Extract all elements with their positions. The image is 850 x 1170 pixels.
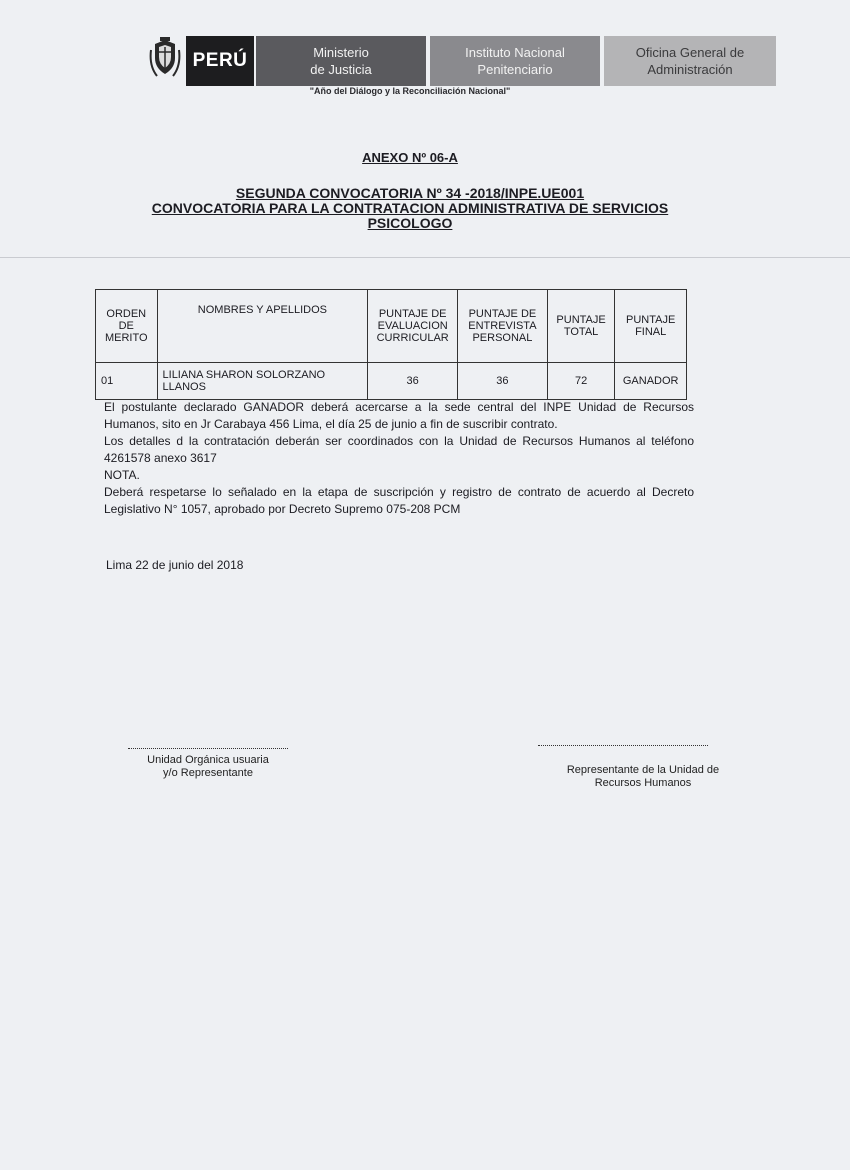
title-line-2: CONVOCATORIA PARA LA CONTRATACION ADMINISTRATIVA DE SERVICIOS	[151, 200, 669, 216]
document-titles	[100, 186, 720, 231]
col-final: PUNTAJE FINAL	[615, 290, 687, 363]
title-line-3: PSICOLOGO	[367, 215, 453, 231]
col-total: PUNTAJE TOTAL	[547, 290, 615, 363]
cell-final: GANADOR	[615, 363, 687, 400]
signature-right-line-1: Representante de la Unidad de	[566, 764, 720, 776]
office-line-2: Administración	[647, 62, 733, 77]
signature-line-left	[128, 748, 288, 749]
coat-of-arms-icon	[148, 36, 182, 82]
signature-left-line-1: Unidad Orgánica usuaria	[147, 754, 269, 766]
table-row	[96, 363, 687, 400]
annex-title: ANEXO Nº 06-A	[362, 150, 458, 165]
table-header-row	[96, 290, 687, 363]
signature-line-right	[538, 745, 708, 746]
body-text	[104, 399, 694, 518]
institute-label	[430, 36, 600, 86]
signature-right-line-2: Recursos Humanos	[594, 777, 692, 789]
col-entrevista: PUNTAJE DE ENTREVISTA PERSONAL	[458, 290, 548, 363]
cell-entrevista: 36	[458, 363, 548, 400]
peru-label: PERÚ	[186, 36, 254, 86]
cell-curricular: 36	[368, 363, 458, 400]
national-motto: "Año del Diálogo y la Reconciliación Nacional"	[309, 86, 511, 96]
header-banner	[148, 36, 776, 86]
ministry-line-2: de Justicia	[310, 62, 372, 77]
paragraph-nota: NOTA.	[104, 468, 140, 482]
office-label	[604, 36, 776, 86]
col-nombres: NOMBRES Y APELLIDOS	[157, 290, 368, 363]
institute-line-2: Penitenciario	[477, 62, 553, 77]
office-line-1: Oficina General de	[635, 45, 745, 60]
signature-right	[538, 745, 748, 790]
document-date: Lima 22 de junio del 2018	[106, 558, 244, 572]
results-table	[95, 289, 687, 400]
paragraph-contact: Los detalles d la contratación deberán ser coordinados con la Unidad de Recursos Humanos al teléfono 4261578 anexo 3617	[104, 434, 694, 465]
institute-line-1: Instituto Nacional	[465, 45, 565, 60]
ministry-label	[256, 36, 426, 86]
cell-nombre: LILIANA SHARON SOLORZANO LLANOS	[157, 363, 368, 400]
paragraph-winner: El postulante declarado GANADOR deberá acercarse a la sede central del INPE Unidad de Recursos Humanos, sito en Jr Carabaya 456 Lima, el día 25 de junio a fin de suscribir contrato.	[104, 400, 694, 431]
signature-left	[128, 748, 288, 780]
page-fold-line	[0, 257, 850, 258]
col-curricular: PUNTAJE DE EVALUACION CURRICULAR	[368, 290, 458, 363]
title-line-1: SEGUNDA CONVOCATORIA Nº 34 -2018/INPE.UE001	[235, 185, 585, 201]
col-orden: ORDEN DE MERITO	[96, 290, 158, 363]
ministry-line-1: Ministerio	[313, 45, 369, 60]
signature-left-line-2: y/o Representante	[163, 767, 253, 779]
cell-orden: 01	[96, 363, 158, 400]
cell-total: 72	[547, 363, 615, 400]
paragraph-decree: Deberá respetarse lo señalado en la etapa de suscripción y registro de contrato de acuerdo al Decreto Legislativo N° 1057, aprobado por Decreto Supremo 075-208 PCM	[104, 485, 694, 516]
